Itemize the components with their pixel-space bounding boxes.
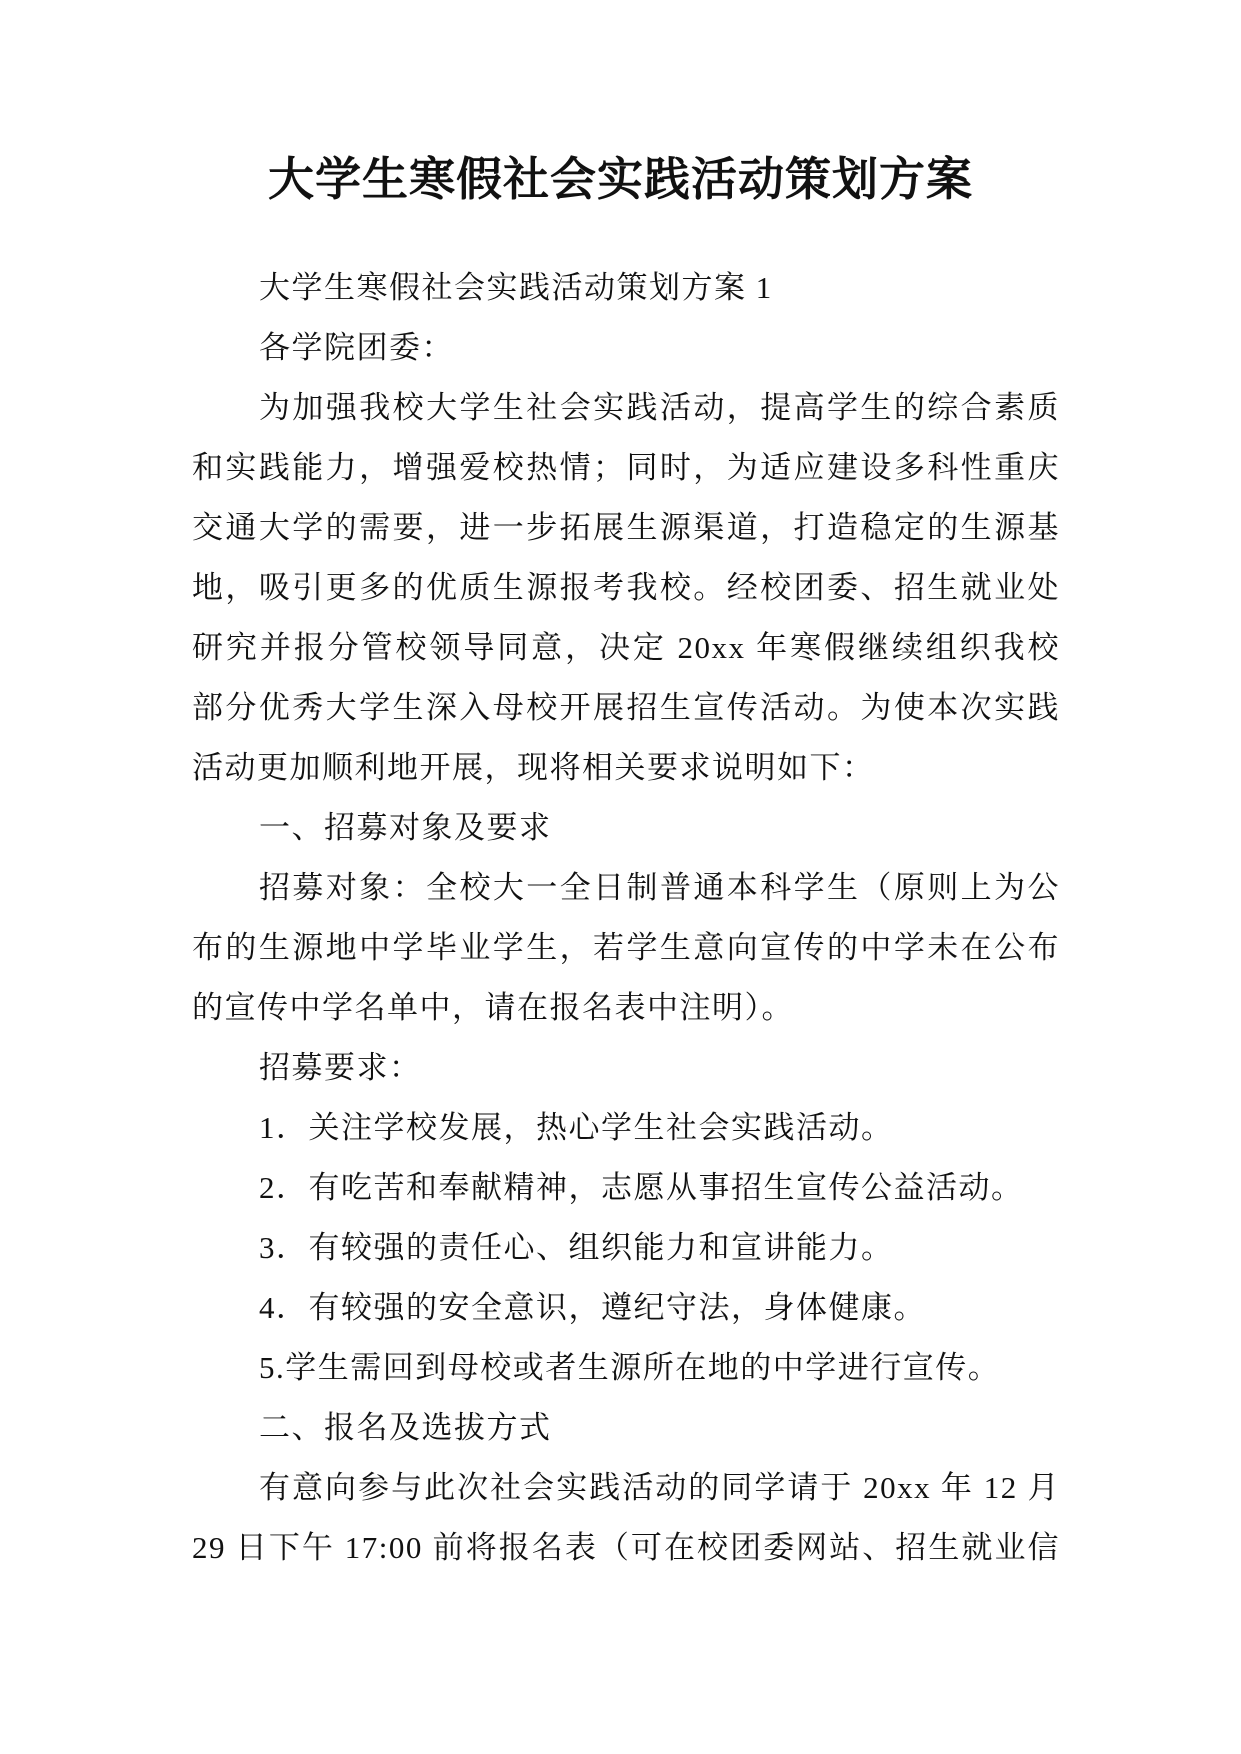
text-line: 活动更加顺利地开展，现将相关要求说明如下： [192,750,875,785]
requirements-list [192,1098,1060,1398]
text-line: 和实践能力，增强爱校热情；同时，为适应建设多科性重庆 [192,450,1060,485]
text-line: 布的生源地中学毕业学生，若学生意向宣传的中学未在公布 [192,930,1060,965]
text-line: 29 日下午 17:00 前将报名表（可在校团委网站、招生就业信 [192,1530,1060,1565]
text-line: 部分优秀大学生深入母校开展招生宣传活动。为使本次实践 [192,690,1060,725]
requirement-item: 1．关注学校发展，热心学生社会实践活动。 [259,1110,894,1145]
text-line: 交通大学的需要，进一步拓展生源渠道，打造稳定的生源基 [192,510,1060,545]
requirements-label: 招募要求： [259,1050,422,1085]
text-line: 有意向参与此次社会实践活动的同学请于 20xx 年 12 月 [259,1470,1060,1505]
salutation: 各学院团委： [259,330,454,365]
section-heading-signup: 二、报名及选拔方式 [259,1410,552,1445]
text-line: 的宣传中学名单中，请在报名表中注明）。 [192,990,794,1025]
requirement-item: 2．有吃苦和奉献精神，志愿从事招生宣传公益活动。 [259,1170,1024,1205]
document-body [192,258,1060,1578]
section-heading-recruitment: 一、招募对象及要求 [259,810,552,845]
requirement-item: 5.学生需回到母校或者生源所在地的中学进行宣传。 [259,1350,1001,1385]
document-subtitle: 大学生寒假社会实践活动策划方案 1 [259,270,773,305]
intro-paragraph [192,378,1060,798]
signup-paragraph [192,1458,1060,1578]
text-line: 招募对象：全校大一全日制普通本科学生（原则上为公 [259,870,1060,905]
text-line: 为加强我校大学生社会实践活动，提高学生的综合素质 [259,390,1060,425]
requirement-item: 4．有较强的安全意识，遵纪守法，身体健康。 [259,1290,926,1325]
requirement-item: 3．有较强的责任心、组织能力和宣讲能力。 [259,1230,894,1265]
text-line: 研究并报分管校领导同意，决定 20xx 年寒假继续组织我校 [192,630,1060,665]
recruit-target-paragraph [192,858,1060,1038]
text-line: 地，吸引更多的优质生源报考我校。经校团委、招生就业处 [192,570,1060,605]
document-title: 大学生寒假社会实践活动策划方案 [268,154,973,205]
